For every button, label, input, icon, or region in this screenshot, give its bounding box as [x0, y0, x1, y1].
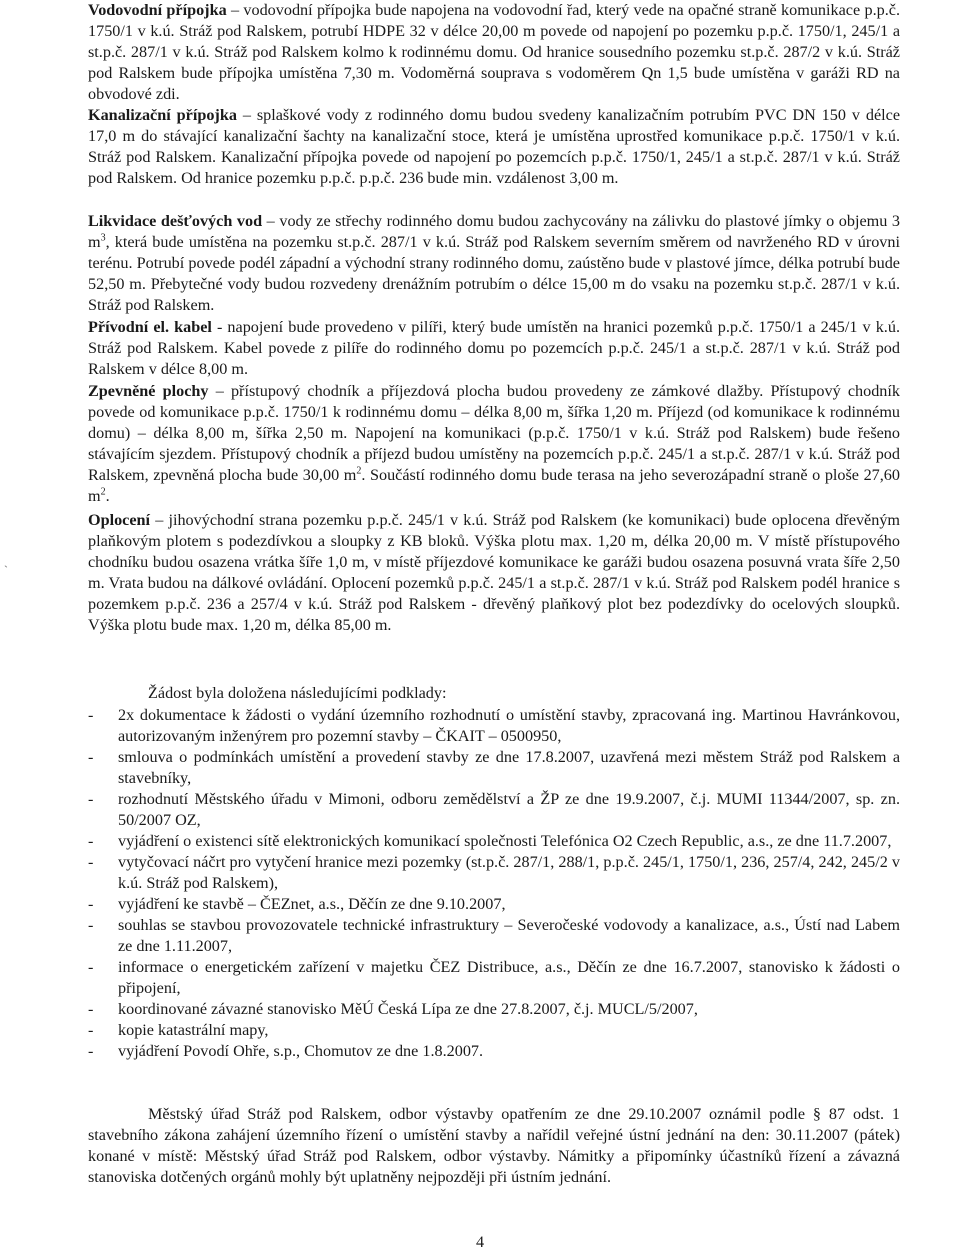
list-item-text: 2x dokumentace k žádosti o vydání územního rozhodnutí o umístění stavby, zpracovaná ing. Martinou Havránkovou, autorizovaným inženýrem pro pozemní stavby – ČKAIT – 0500950,	[118, 706, 900, 745]
list-item-text: informace o energetickém zařízení v majetku ČEZ Distribuce, a.s., Děčín ze dne 16.7.2007, stanovisko k žádosti o připojení,	[118, 958, 900, 997]
list-item-text: vytyčovací náčrt pro vytyčení hranice mezi pozemky (st.p.č. 287/1, 288/1, p.p.č. 245/1, 1750/1, 236, 257/4, 242, 245/2 v k.ú. Stráž pod Ralskem),	[118, 853, 900, 892]
list-item-text: smlouva o podmínkách umístění a provedení stavby ze dne 17.8.2007, uzavřená mezi městem Stráž pod Ralskem a stavebníky,	[118, 748, 900, 787]
paragraph-water	[88, 0, 900, 105]
text-rainwater-2: , která bude umístěna na pozemku st.p.č. 287/1 v k.ú. Stráž pod Ralskem severním směrem od navrženého RD v úrovni terénu. Potrubí povede podél západní a východní strany rodinného domu, zaústěno bude v plastové jímce, délka potrubí bude 52,50 m. Přebytečné vody budou rozvedeny drenážním potrubím o délce 15,00 m do vsaku na pozemku st.p.č. 287/1 v k.ú. Stráž pod Ralskem.	[88, 233, 900, 314]
list-dash: -	[88, 1042, 94, 1060]
attachments-intro: Žádost byla doložena následujícími podklady:	[148, 684, 447, 702]
attachments-list	[88, 705, 900, 1062]
heading-cable: Přívodní el. kabel	[88, 318, 212, 336]
list-item	[88, 957, 900, 999]
list-item-text: vyjádření o existenci sítě elektronických komunikací společnosti Telefónica O2 Czech Republic, a.s., ze dne 11.7.2007,	[118, 832, 892, 850]
list-dash: -	[88, 916, 94, 934]
paragraph-fence	[88, 510, 900, 636]
list-item	[88, 915, 900, 957]
paragraph-paving	[88, 381, 900, 507]
page-number: 4	[475, 1233, 485, 1251]
superscript: 2	[100, 486, 106, 498]
list-dash: -	[88, 958, 94, 976]
list-item	[88, 894, 900, 915]
list-dash: -	[88, 853, 94, 871]
text-rainwater: – vody ze střechy rodinného domu budou zachycovány na zálivku do plastové jímky o objemu 3 m	[88, 212, 900, 251]
list-dash: -	[88, 790, 94, 808]
paragraph-cable	[88, 317, 900, 380]
text-paving-3: .	[105, 487, 110, 505]
text-water: – vodovodní přípojka bude napojena na vodovodní řad, který vede na opačné straně komunikace p.p.č. 1750/1 v k.ú. Stráž pod Ralskem, potrubí HDPE 32 v délce 20,00 m povede od napojení po pozemku p.p.č. 1750/1, 245/1 a st.p.č. 287/1 v k.ú. Stráž pod Ralskem kolmo k rodinnému domu. Od hranice sousedního pozemku st.p.č. 287/2 v k.ú. Stráž pod Ralskem bude přípojka umístěna 7,30 m. Vodoměrná souprava s vodoměrem Qn 1,5 bude umístěna v garáži RD na obvodové zdi.	[88, 1, 900, 103]
list-item-text: vyjádření ke stavbě – ČEZnet, a.s., Děčín ze dne 9.10.2007,	[118, 895, 506, 913]
list-dash: -	[88, 832, 94, 850]
paragraph-sewer	[88, 105, 900, 189]
list-dash: -	[88, 706, 94, 724]
heading-sewer: Kanalizační přípojka	[88, 106, 237, 124]
list-item	[88, 999, 900, 1020]
text-fence: – jihovýchodní strana pozemku p.p.č. 245/1 v k.ú. Stráž pod Ralskem (ke komunikaci) bude oplocena dřevěným plaňkovým plotem s podezdívkou a sloupky z KB bloků. Výška plotu max. 1,20 m, délka 20,00 m. V místě přístupového chodníku budou osazena vrátka šíře 1,0 m, v místě příjezdové komunikace ke garáži budou osazena posuvná vrata šíře 2,50 m. Vrata budou na dálkové ovládání. Oplocení pozemků p.p.č. 245/1 a st.p.č. 287/1 v k.ú. Stráž pod Ralskem podél hranice s pozemkem p.p.č. 236 a 257/4 v k.ú. Stráž pod Ralskem - dřevěný plaňkový plot bez podezdívky do ocelových sloupků. Výška plotu bude max. 1,20 m, délka 85,00 m.	[88, 511, 900, 634]
heading-water: Vodovodní přípojka	[88, 1, 227, 19]
text-cable: - napojení bude provedeno v pilíři, který bude umístěn na hranici pozemků p.p.č. 1750/1 a 245/1 v k.ú. Stráž pod Ralskem. Kabel povede z pilíře do rodinného domu po pozemcích p.p.č. 245/1 a st.p.č. 287/1 v k.ú. Stráž pod Ralskem v délce 8,00 m.	[88, 318, 900, 378]
list-item-text: rozhodnutí Městského úřadu v Mimoni, odboru zemědělství a ŽP ze dne 19.9.2007, č.j. MUMI 11344/2007, sp. zn. 50/2007 OZ,	[118, 790, 900, 829]
list-item	[88, 789, 900, 831]
list-dash: -	[88, 1000, 94, 1018]
heading-rainwater: Likvidace dešťových vod	[88, 212, 263, 230]
list-item	[88, 705, 900, 747]
superscript: 2	[356, 465, 362, 477]
heading-fence: Oplocení	[88, 511, 151, 529]
list-item-text: kopie katastrální mapy,	[118, 1021, 269, 1039]
list-item-text: vyjádření Povodí Ohře, s.p., Chomutov ze dne 1.8.2007.	[118, 1042, 484, 1060]
list-item-text: souhlas se stavbou provozovatele technické infrastruktury – Severočeské vodovody a kanalizace, a.s., Ústí nad Labem ze dne 1.11.2007,	[118, 916, 900, 955]
text-sewer: – splaškové vody z rodinného domu budou svedeny kanalizačním potrubím PVC DN 150 v délce 17,0 m do stávající kanalizační šachty na kanalizační stoce, která je umístěna uprostřed komunikace p.p.č. 1750/1 v k.ú. Stráž pod Ralskem. Kanalizační přípojka povede od napojení po pozemcích p.p.č. 1750/1, 245/1 a st.p.č. 287/1 v k.ú. Stráž pod Ralskem. Od hranice pozemku p.p.č. p.p.č. 236 bude min. vzdálenost 3,00 m.	[88, 106, 901, 187]
superscript: 3	[100, 232, 106, 244]
heading-paving: Zpevněné plochy	[88, 382, 209, 400]
list-dash: -	[88, 1021, 94, 1039]
list-item	[88, 747, 900, 789]
list-dash: -	[88, 895, 94, 913]
text-paving-2: . Součástí rodinného domu bude terasa na jeho severozápadní straně o ploše 27,60 m	[88, 466, 900, 505]
list-item	[88, 852, 900, 894]
text-paving: – přístupový chodník a příjezdová plocha budou provedeny ze zámkové dlažby. Přístupový chodník povede od komunikace p.p.č. 1750/1 k rodinnému domu – délka 8,00 m, šířka 1,20 m. Příjezd (od komunikace k rodinnému domu) – délka 8,00 m, šířka 2,50 m. Napojení na komunikaci (p.p.č. 1750/1 v k.ú. Stráž pod Ralskem) bude řešeno stávajícím sjezdem. Přístupový chodník a příjezd budou umístěny na pozemcích p.p.č. 245/1 a st.p.č. 287/1 v k.ú. Stráž pod Ralskem, zpevněná plocha bude 30,00 m	[88, 382, 900, 484]
paragraph-rainwater	[88, 211, 900, 316]
list-item	[88, 1041, 900, 1062]
list-item	[88, 831, 900, 852]
list-item-text: koordinované závazné stanovisko MěÚ Česká Lípa ze dne 27.8.2007, č.j. MUCL/5/2007,	[118, 1000, 698, 1018]
closing-paragraph	[88, 1104, 900, 1188]
closing-text: Městský úřad Stráž pod Ralskem, odbor výstavby opatřením ze dne 29.10.2007 oznámil podle § 87 odst. 1 stavebního zákona zahájení územního řízení o umístění stavby a nařídil veřejné ústní jednání na den: 30.11.2007 (pátek) konané v místě: Městský úřad Stráž pod Ralskem, odbor výstavby. Námitky a připomínky účastníků řízení a závazná stanoviska dotčených orgánů mohly být uplatněny nejpozději při ústním jednání.	[88, 1105, 900, 1186]
scan-mark: `	[4, 563, 8, 577]
list-dash: -	[88, 748, 94, 766]
list-item	[88, 1020, 900, 1041]
